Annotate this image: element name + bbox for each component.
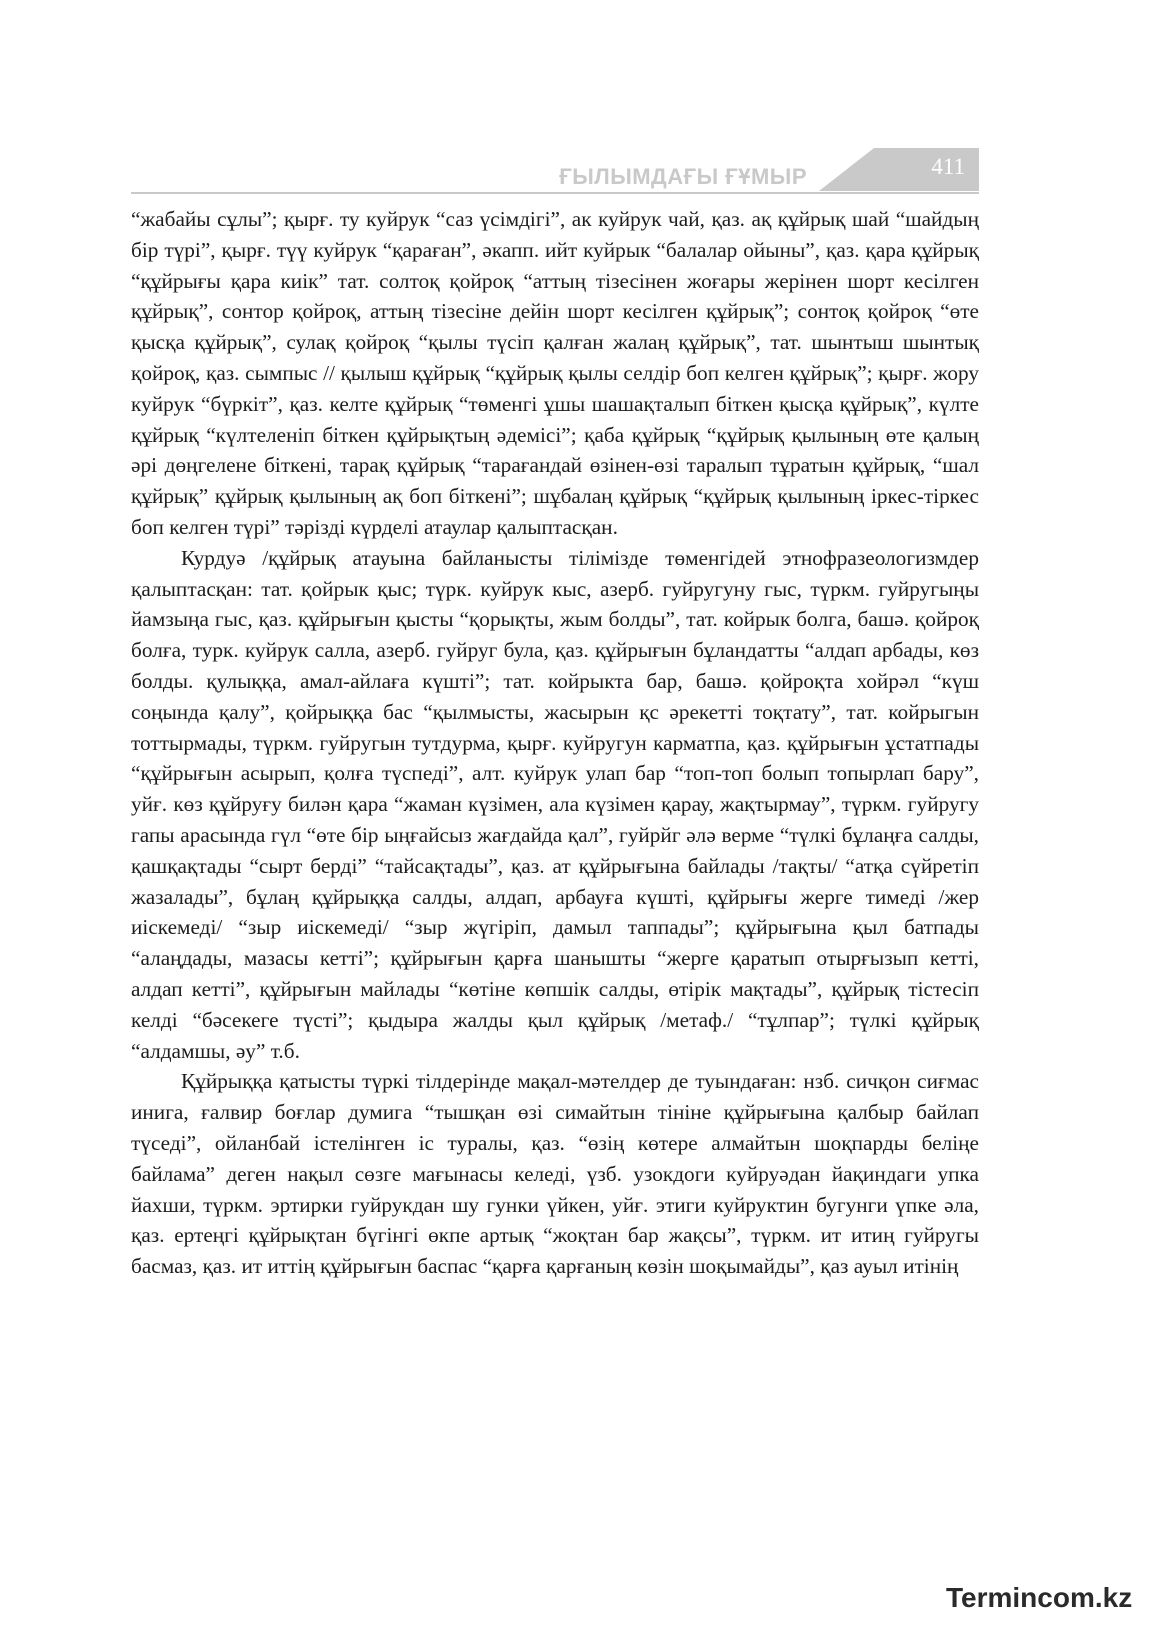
paragraph-proverbs: Құйрыққа қатысты түркі тілдерінде мақал-мәтелдер де туындаған: нзб. сичқон сиғмас инига, ғалвир боғлар думига “тышқан өзі симайтын тініне құйрығына қалбыр байлап түседі”, ойланбай істелінген іс туралы, қаз. “өзің көтере алмайтын шоқпарды беліңе байлама” деген нақыл сөзге мағынасы келеді, үзб. узокдоги куйруәдан йақиндаги упка йахши, түркм. эртирки гуйрукдан шу гунки үйкен, уйғ. этиги куйруктин бугунги үпке әла, қаз. ертеңгі құйрықтан бүгінгі өкпе артық “жоқтан бар жақсы”, түркм. ит итиң гуйругы басмаз, қаз. ит иттің құйрығын баспас “қарға қарғаның көзін шоқымайды”, қаз ауыл итінің [131,1069,979,1279]
main-text [131,204,979,1282]
page-header [131,148,979,196]
watermark-text: Termincоm.kz [946,1582,1133,1613]
paragraph-continued: “жабайы сұлы”; қырғ. ту куйрук “саз үсімдігі”, ак куйрук чай, қаз. ақ құйрық шай “шайдың бір түрі”, қырғ. түү куйрук “қараған”, әкапп. ийт куйрык “балалар ойыны”, қаз. қара құйрық “құйрығы қара киік” тат. солтоқ қойроқ “аттың тізесінен жоғары жерінен шорт кесілген құйрық”, сонтор қойроқ, аттың тізесіне дейін шорт кесілген құйрық”; сонтоқ қойроқ “өте қысқа құйрық”, сулақ қойроқ “қылы түсіп қалған жалаң құйрық”, тат. шынтыш шынтық қойроқ, қаз. сымпыс // қылыш құйрық “құйрық қылы селдір боп келген құйрық”; қырғ. жору куйрук “бүркіт”, қаз. келте құйрық “төменгі ұшы шашақталып біткен қысқа құйрық”, күлте құйрық “күлтеленіп біткен құйрықтың әдемісі”; қаба құйрық “құйрық қылының өте қалың әрі дөңгелене біткені, тарақ құйрық “тарағандай өзінен-өзі таралып тұратын құйрық, “шал құйрық” құйрық қылының ақ боп біткені”; шұбалаң құйрық “құйрық қылының іркес-тіркес боп келген түрі” тәрізді күрделі атаулар қалыптасқан. [131,207,979,539]
watermark-logo [946,1582,1132,1614]
running-title: ҒЫЛЫМДАҒЫ ҒҰМЫР [559,164,807,189]
paragraph-phraseologisms: Курдуә /құйрық атауына байланысты тілімізде төменгідей этнофразеологизмдер қалыптасқан: тат. қойрык қыс; түрк. куйрук кыс, азерб. гуйругуну гыс, түркм. гуйругыңы йамзыңа гыс, қаз. құйрығын қысты “қорықты, жым болды”, тат. койрык болга, башә. қойроқ болға, турк. куйрук салла, азерб. гуйруг була, қаз. құйрығын бұландатты “алдап арбады, көз болды. қулыққа, амал-айлаға күшті”; тат. койрыкта бар, башә. қойроқта хойрәл “күш соңында қалу”, қойрыққа бас “қылмысты, жасырын қс әрекетті тоқтату”, тат. койрыгын тоттырмады, түркм. гуйругын тутдурма, қырғ. куйругун карматпа, қаз. құйрығын ұстатпады “құйрығын асырып, қолға түспеді”, алт. куйрук улап бар “топ-топ болып топырлап бару”, уйғ. көз құйруғу билән қара “жаман күзімен, ала күзімен қарау, жақтырмау”, түркм. гуйругу гапы арасында гүл “өте бір ыңғайсыз жағдайда қал”, гуйрйг әлә верме “түлкі бұлаңға салды, қашқақтады “сырт берді” “тайсақтады”, қаз. ат құйрығына байлады /тақты/ “атқа сүйретіп жазалады”, бұлаң құйрыққа салды, алдап, арбауға күшті, құйрығы жерге тимеді /жер иіскемеді/ “зыр иіскемеді/ “зыр жүгіріп, дамыл таппады”; құйрығына қыл батпады “алаңдады, мазасы кетті”; құйрығын қарға шанышты “жерге қаратып отырғызып кетті, алдап кетті”, құйрығын майлады “көтіне көпшік салды, өтірік мақтады”, құйрық тістесіп келді “бәсекеге түсті”; қыдыра жалды қыл құйрық /метаф./ “тұлпар”; түлкі құйрық “алдамшы, әу” т.б. [131,545,979,1063]
page-number: 411 [931,154,965,179]
header-divider [131,192,979,194]
